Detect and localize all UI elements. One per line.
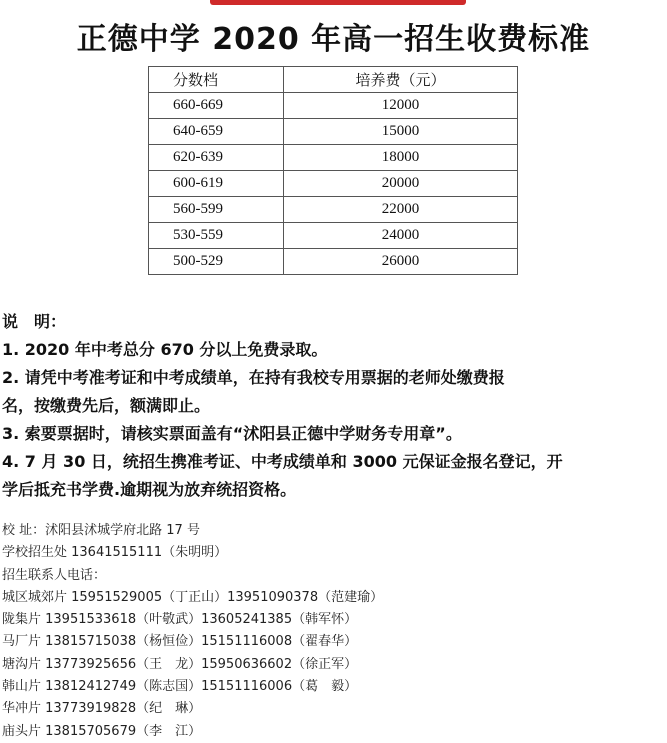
- table-row: [149, 249, 518, 275]
- contact-line: 马厂片 13815715038（杨恒俭）15151116008（翟春华）: [2, 634, 358, 650]
- red-header-bar: [210, 0, 466, 5]
- contacts-section: [2, 520, 602, 743]
- contact-line: 华冲片 13773919828（纪 琳）: [2, 701, 202, 717]
- note-line: 3. 索要票据时，请核实票面盖有“沭阳县正德中学财务专用章”。: [2, 424, 462, 443]
- contact-line: 城区城郊片 15951529005（丁正山）13951090378（范建瑜）: [2, 589, 384, 605]
- fee-cell: 18000: [284, 145, 518, 171]
- table-row: [149, 119, 518, 145]
- table-row: [149, 171, 518, 197]
- fee-cell: 26000: [284, 249, 518, 275]
- score-range-cell: 620-639: [149, 145, 284, 171]
- fee-cell: 12000: [284, 93, 518, 119]
- score-range-cell: 530-559: [149, 223, 284, 249]
- contacts-heading: 招生联系人电话：: [2, 567, 107, 583]
- fee-table: [148, 66, 518, 275]
- score-range-cell: 600-619: [149, 171, 284, 197]
- score-range-cell: 640-659: [149, 119, 284, 145]
- score-range-cell: 560-599: [149, 197, 284, 223]
- score-range-cell: 500-529: [149, 249, 284, 275]
- table-row: [149, 145, 518, 171]
- notes-section: [2, 308, 664, 504]
- admissions-office-phone: 学校招生处 13641515111（朱明明）: [2, 545, 228, 561]
- note-line: 4. 7 月 30 日，统招生携准考证、中考成绩单和 3000 元保证金报名登记，开: [2, 452, 563, 471]
- header-fee: 培养费（元）: [284, 67, 518, 93]
- table-row: [149, 197, 518, 223]
- page-title: 正德中学 2020 年高一招生收费标准: [76, 22, 591, 57]
- note-line: 1. 2020 年中考总分 670 分以上免费录取。: [2, 340, 328, 359]
- table-header-row: [149, 67, 518, 93]
- fee-cell: 15000: [284, 119, 518, 145]
- table-row: [149, 223, 518, 249]
- contact-line: 庙头片 13815705679（李 江）: [2, 723, 202, 739]
- school-address: 校 址：沭阳县沭城学府北路 17 号: [2, 523, 200, 538]
- table-row: [149, 93, 518, 119]
- score-range-cell: 660-669: [149, 93, 284, 119]
- note-line: 名，按缴费先后，额满即止。: [2, 396, 211, 415]
- fee-cell: 20000: [284, 171, 518, 197]
- fee-cell: 22000: [284, 197, 518, 223]
- contact-line: 陇集片 13951533618（叶敬武）13605241385（韩军怀）: [2, 612, 358, 628]
- contact-line: 塘沟片 13773925656（王 龙）15950636602（徐正军）: [2, 656, 358, 672]
- note-line: 学后抵充书学费.逾期视为放弃统招资格。: [2, 480, 297, 499]
- header-score-range: 分数档: [149, 67, 284, 93]
- notes-heading: 说 明：: [2, 312, 67, 331]
- note-line: 2. 请凭中考准考证和中考成绩单，在持有我校专用票据的老师处缴费报: [2, 368, 505, 387]
- fee-cell: 24000: [284, 223, 518, 249]
- contact-line: 韩山片 13812412749（陈志国）15151116006（葛 毅）: [2, 679, 358, 695]
